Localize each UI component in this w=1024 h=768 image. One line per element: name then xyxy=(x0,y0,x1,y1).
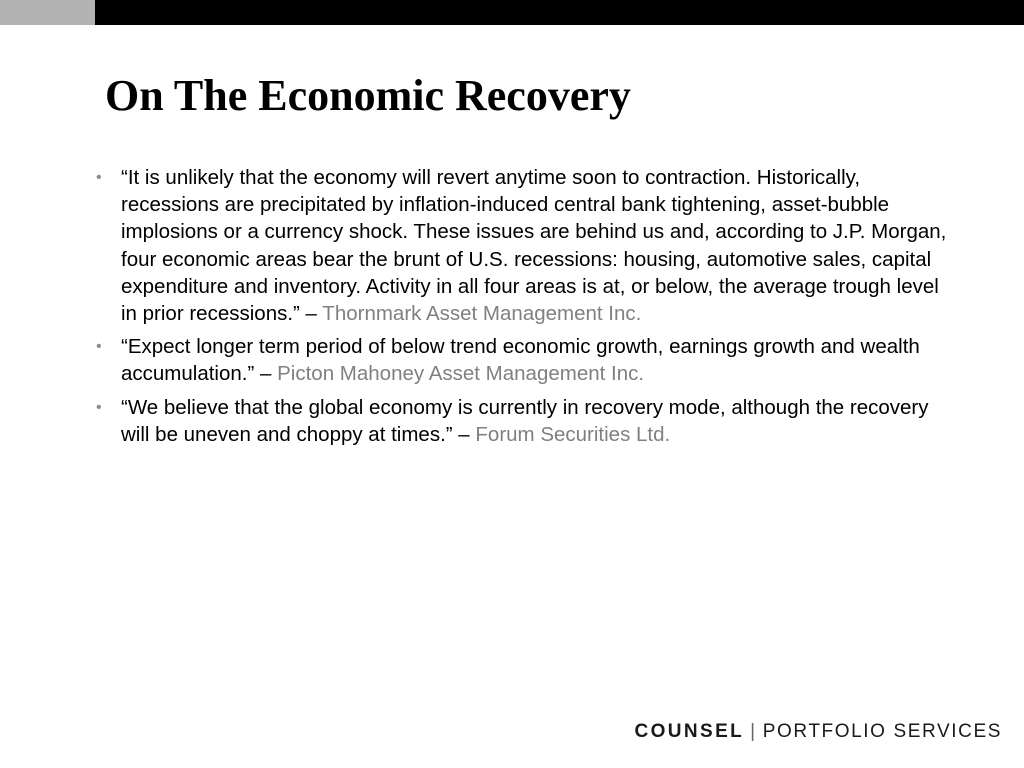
bullet-quote: “It is unlikely that the economy will revert anytime soon to contraction. Historically, recessions are precipitated by inflation-induced central bank tightening, asset-bubble implosions or a currency shock. These issues are behind us and, according to J.P. Morgan, four economic areas bear the brunt of U.S. recessions: housing, automotive sales, capital expenditure and inventory. Activity in all four areas is at, or below, the average trough level in prior recessions.” – xyxy=(121,166,947,326)
logo-brand-bold: COUNSEL xyxy=(634,721,745,742)
logo-separator: | xyxy=(750,721,757,742)
bullet-item xyxy=(96,394,951,448)
bullet-source: Picton Mahoney Asset Management Inc. xyxy=(277,362,645,386)
bullet-item xyxy=(96,333,951,387)
bullet-source: Forum Securities Ltd. xyxy=(475,422,671,446)
bullet-source: Thornmark Asset Management Inc. xyxy=(322,302,642,326)
bullet-dot-icon: • xyxy=(96,338,102,356)
bullet-dot-icon: • xyxy=(96,398,102,416)
bullet-item xyxy=(96,164,951,327)
top-bar-accent xyxy=(0,0,95,25)
logo-brand-light: PORTFOLIO SERVICES xyxy=(762,721,1002,742)
bullet-quote: “We believe that the global economy is currently in recovery mode, although the recovery will be uneven and choppy at times.” – xyxy=(121,395,929,446)
footer-logo xyxy=(634,721,1002,743)
slide-title: On The Economic Recovery xyxy=(105,71,631,120)
bullet-list xyxy=(96,164,951,454)
bullet-quote: “Expect longer term period of below trend economic growth, earnings growth and wealth accumulation.” – xyxy=(121,335,920,386)
top-bar xyxy=(0,0,1024,25)
bullet-dot-icon: • xyxy=(96,169,102,186)
